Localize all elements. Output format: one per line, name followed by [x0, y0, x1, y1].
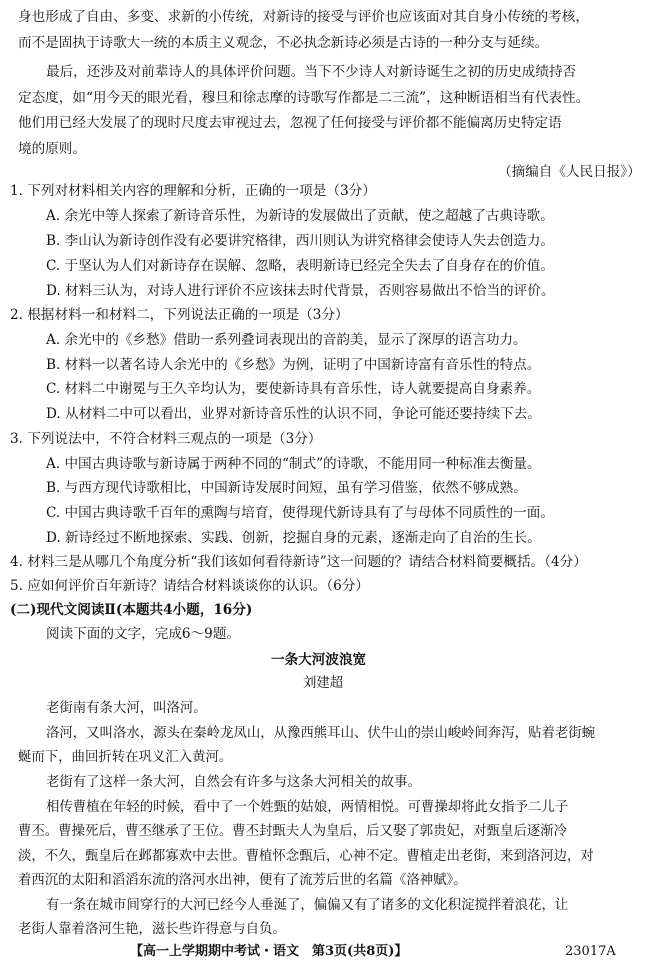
- question-stem: 2. 根据材料一和材料二，下列说法正确的一项是（3分）: [10, 307, 349, 323]
- question-stem: 1. 下列对材料相关内容的理解和分析，正确的一项是（3分）: [10, 183, 376, 199]
- question-option: A. 余光中等人探索了新诗音乐性，为新诗的发展做出了贡献，使之超越了古典诗歌。: [46, 208, 554, 224]
- question-option: C. 材料二中谢冕与王久辛均认为，要使新诗具有音乐性，诗人就要提高自身素养。: [46, 381, 541, 397]
- question-option: B. 材料一以著名诗人余光中的《乡愁》为例，证明了中国新诗富有音乐性的特点。: [46, 357, 541, 373]
- question-option: D. 新诗经过不断地探索、实践、创新，挖掘自身的元素，逐渐走向了自治的生长。: [46, 530, 541, 546]
- section-heading: (二)现代文阅读Ⅱ(本题共4小题，16分): [10, 602, 253, 618]
- paragraph-line: 而不是固执于诗歌大一统的本质主义观念，不必执念新诗必须是古诗的一种分支与延续。: [18, 35, 549, 51]
- paragraph-line: 身也形成了自由、多变、求新的小传统，对新诗的接受与评价也应该面对其自身小传统的考核，: [18, 9, 589, 25]
- essay-line: 老街人靠着洛河生艳，滋长些许得意与自负。: [18, 922, 286, 937]
- essay-line: 有一条在城市间穿行的大河已经今人垂涎了，偏偏又有了诸多的文化积淀搅拌着浪花，让: [46, 898, 569, 913]
- essay-line: 曹丕。曹操死后，曹丕继承了王位。曹丕封甄夫人为皇后，后又娶了郭贵妃，对甄皇后逐渐冷: [18, 824, 568, 839]
- paragraph-line: 最后，还涉及对前辈诗人的具体评价问题。当下不少诗人对新诗诞生之初的历史成绩持否: [46, 64, 577, 80]
- essay-line: 淡，不久，甄皇后在邺都寡欢中去世。曹植怀念甄后，心神不定。曹植走出老街，来到洛河边，对: [18, 849, 594, 864]
- essay-line: 老街有了这样一条大河，自然会有许多与这条大河相关的故事。: [46, 775, 421, 790]
- question-option: B. 与西方现代诗歌相比，中国新诗发展时间短，虽有学习借鉴，依然不够成熟。: [46, 480, 527, 496]
- question-option: D. 材料三认为，对诗人进行评价不应该抹去时代背景，否则容易做出不恰当的评价。: [46, 283, 555, 299]
- question-option: C. 中国古典诗歌千百年的熏陶与培育，使得现代新诗具有了与母体不同质性的一面。: [46, 505, 554, 521]
- question-option: B. 李山认为新诗创作没有必要讲究格律，西川则认为讲究格律会使诗人失去创造力。: [46, 233, 555, 249]
- paragraph-line: 他们用已经大发展了的现时尺度去审视过去，忽视了任何接受与评价都不能偏离历史特定语: [18, 115, 562, 131]
- footer-code: 23017A: [565, 944, 616, 959]
- essay-line: 相传曹植在年轻的时候，看中了一个姓甄的姑娘，两情相悦。可曹操却将此女指予二儿子: [46, 800, 569, 815]
- essay-line: 蜒而下，曲回折转在巩义汇入黄河。: [18, 750, 233, 765]
- question-option: D. 从材料二中可以看出，业界对新诗音乐性的认识不同，争论可能还要持续下去。: [46, 406, 541, 422]
- question-stem: 4. 材料三是从哪几个角度分析“我们该如何看待新诗”这一问题的？请结合材料简要概括。（4分）: [10, 554, 587, 570]
- section-instruction: 阅读下面的文字，完成6～9题。: [46, 626, 241, 642]
- essay-line: 洛河，又叫洛水，源头在秦岭龙凤山，从豫西熊耳山、伏牛山的崇山峻岭间奔泻，贴着老街蜿: [46, 726, 596, 741]
- question-option: A. 中国古典诗歌与新诗属于两种不同的“制式”的诗歌，不能用同一种标准去衡量。: [46, 456, 541, 472]
- essay-author: 刘建超: [303, 676, 344, 691]
- source-citation: （摘编自《人民日报》）: [498, 164, 641, 180]
- footer-exam-info: 【高一上学期期中考试・语文 第3页(共8页)】: [130, 944, 408, 959]
- essay-title: 一条大河波浪宽: [271, 652, 367, 668]
- paragraph-line: 定态度，如“用今天的眼光看，穆旦和徐志摩的诗歌写作都是二三流”，这种断语相当有代表性。: [18, 90, 590, 106]
- question-option: A. 余光中的《乡愁》借助一系列叠词表现出的音韵美，显示了深厚的语言功力。: [46, 332, 527, 348]
- question-option: C. 于坚认为人们对新诗存在误解、忽略，表明新诗已经完全失去了自身存在的价值。: [46, 258, 554, 274]
- essay-line: 老街南有条大河，叫洛河。: [46, 701, 207, 716]
- question-stem: 5. 应如何评价百年新诗？请结合材料谈谈你的认识。（6分）: [10, 578, 369, 594]
- essay-line: 着西沉的太阳和滔滔东流的洛河水出神，便有了流芳后世的名篇《洛神赋》。: [18, 873, 467, 888]
- paragraph-line: 境的原则。: [18, 141, 86, 157]
- question-stem: 3. 下列说法中，不符合材料三观点的一项是（3分）: [10, 431, 322, 447]
